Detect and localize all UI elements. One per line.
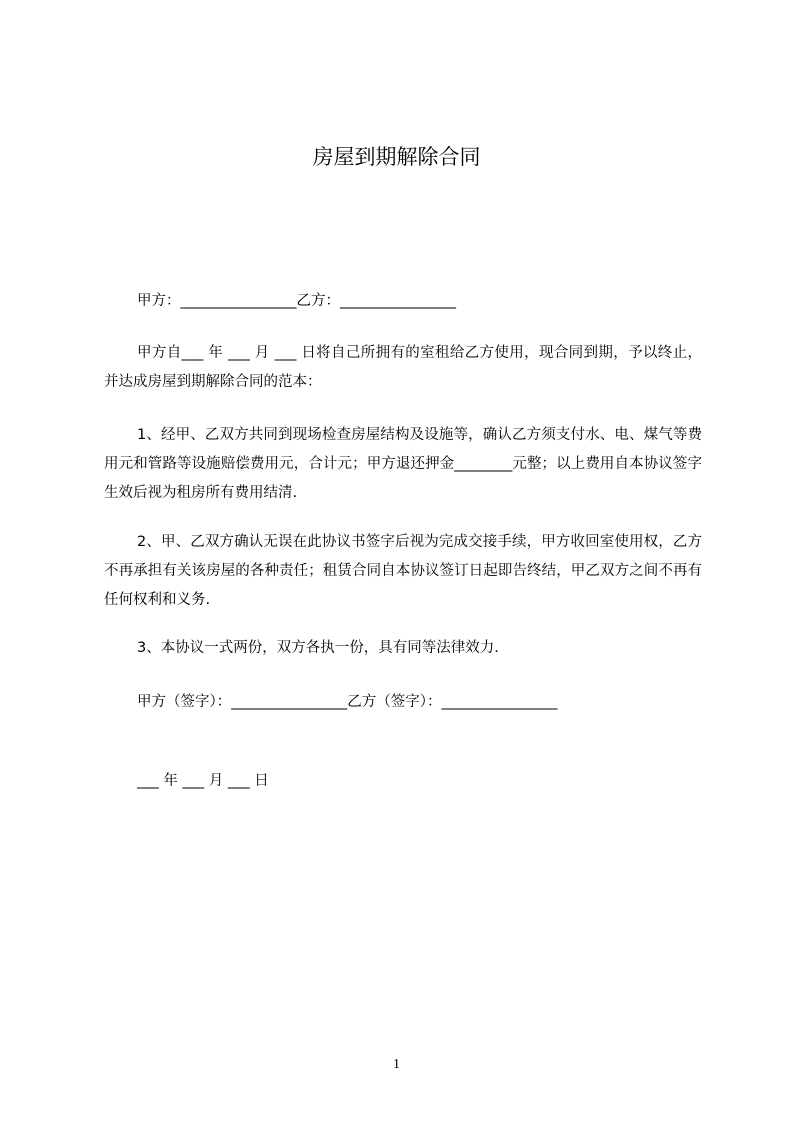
clause-2: 2、甲、乙双方确认无误在此协议书签字后视为完成交接手续，甲方收回室使用权，乙方不再承担有关该房屋的各种责任；租赁合同自本协议签订日起即告终结，甲乙双方之间不再有任何权利和义务. xyxy=(104,534,702,608)
parties-line: 甲方：________________乙方：________________ xyxy=(137,293,456,309)
document-title: 房屋到期解除合同 xyxy=(312,145,481,169)
page-number: 1 xyxy=(393,1057,400,1072)
date-line: ___ 年 ___ 月 ___ 日 xyxy=(137,773,269,789)
clause-3: 3、本协议一式两份，双方各执一份，具有同等法律效力. xyxy=(137,640,499,656)
clause-1: 1、经甲、乙双方共同到现场检查房屋结构及设施等，确认乙方须支付水、电、煤气等费用元和管路等设施赔偿费用元，合计元；甲方退还押金________元整；以上费用自本协议签字生效后视为租房所有费用结清. xyxy=(104,427,702,501)
intro-paragraph: 甲方自___ 年 ___ 月 ___ 日将自己所拥有的室租给乙方使用，现合同到期，予以终止，并达成房屋到期解除合同的范本： xyxy=(104,345,702,390)
signature-line: 甲方（签字）：________________乙方（签字）：________________ xyxy=(137,694,558,710)
